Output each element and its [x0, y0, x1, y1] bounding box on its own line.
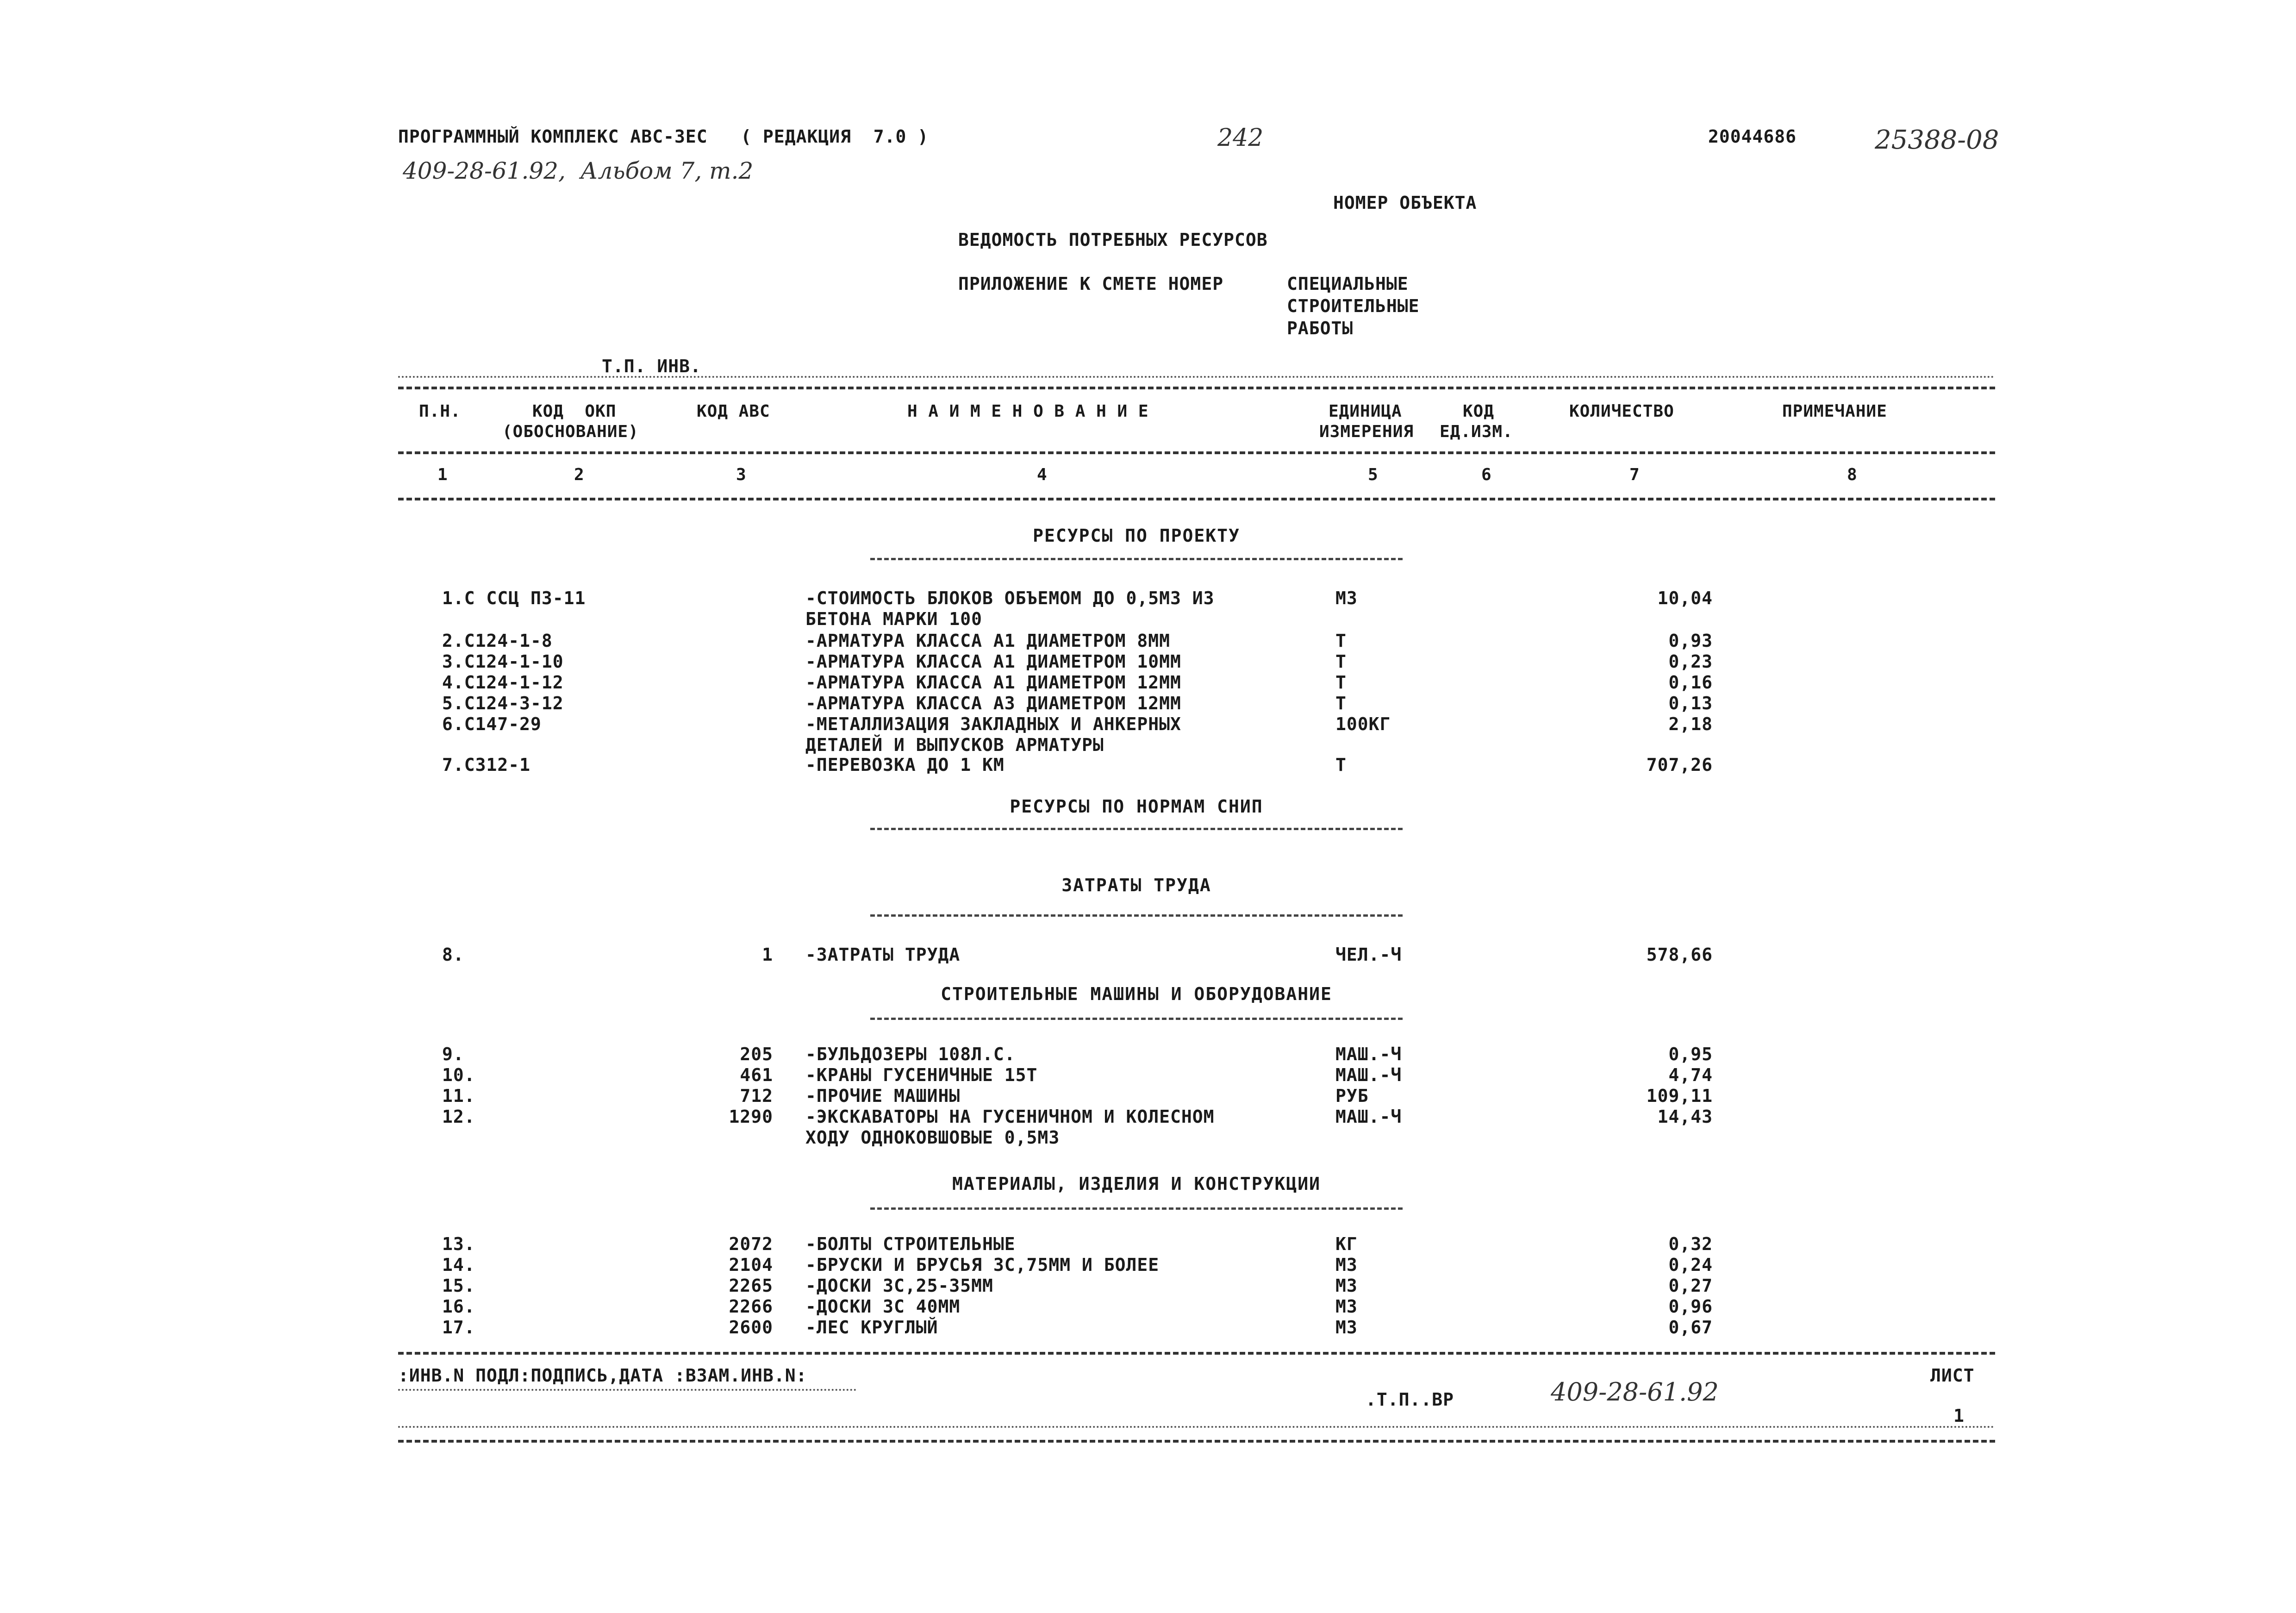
- row-number: 3.С124-1-10: [442, 651, 564, 672]
- document-title: ВЕДОМОСТЬ ПОТРЕБНЫХ РЕСУРСОВ: [958, 230, 1268, 250]
- section-project-rule: [870, 558, 1403, 560]
- table-row: [0, 1065, 2296, 1086]
- row-number: 15.: [442, 1275, 475, 1296]
- row-name-continued: ХОДУ ОДНОКОВШОВЫЕ 0,5МЗ: [805, 1127, 1060, 1148]
- table-row: [0, 1275, 2296, 1296]
- row-abc-code-text: 2265: [729, 1275, 773, 1296]
- colnum-2: 2: [574, 465, 585, 484]
- row-unit: Т: [1335, 631, 1347, 651]
- col-okp-2: (ОБОСНОВАНИЕ): [502, 422, 639, 441]
- work-type-1: СПЕЦИАЛЬНЫЕ: [1287, 274, 1409, 294]
- row-name: -ЭКСКАВАТОРЫ НА ГУСЕНИЧНОМ И КОЛЕСНОМ: [805, 1107, 1215, 1127]
- row-quantity-text: 14,43: [1657, 1107, 1713, 1127]
- row-number: 10.: [442, 1065, 475, 1085]
- row-name: -БУЛЬДОЗЕРЫ 108Л.С.: [805, 1044, 1016, 1064]
- row-unit: МЗ: [1335, 1275, 1358, 1296]
- row-unit: МАШ.-Ч: [1335, 1065, 1402, 1085]
- col-unit-2: ИЗМЕРЕНИЯ: [1319, 422, 1414, 441]
- table-row: [0, 755, 2296, 775]
- row-quantity-text: 0,67: [1668, 1317, 1713, 1338]
- row-abc-code-text: 712: [740, 1086, 773, 1106]
- section-norms: РЕСУРСЫ ПО НОРМАМ СНИП: [1010, 796, 1263, 817]
- footer-tp-label: .Т.П..ВР: [1366, 1389, 1454, 1410]
- row-quantity-text: 0,23: [1668, 651, 1713, 672]
- row-abc-code-text: 461: [740, 1065, 773, 1085]
- row-number: 8.: [442, 944, 464, 965]
- row-quantity-text: 0,24: [1668, 1255, 1713, 1275]
- col-qty: КОЛИЧЕСТВО: [1569, 402, 1674, 421]
- row-abc-code-text: 1: [762, 944, 773, 965]
- row-quantity-text: 0,32: [1668, 1234, 1713, 1254]
- row-name-continued: ДЕТАЛЕЙ И ВЫПУСКОВ АРМАТУРЫ: [805, 735, 1104, 755]
- row-unit: Т: [1335, 755, 1347, 775]
- row-quantity-text: 0,27: [1668, 1275, 1713, 1296]
- row-name: -АРМАТУРА КЛАССА А1 ДИАМЕТРОМ 8ММ: [805, 631, 1170, 651]
- row-quantity-text: 707,26: [1646, 755, 1713, 775]
- section-materials: МАТЕРИАЛЫ, ИЗДЕЛИЯ И КОНСТРУКЦИИ: [952, 1174, 1321, 1194]
- row-quantity-text: 578,66: [1646, 944, 1713, 965]
- row-name-continued: БЕТОНА МАРКИ 100: [805, 609, 983, 629]
- row-number: 1.С ССЦ ПЗ-11: [442, 588, 586, 608]
- row-quantity-text: 0,13: [1668, 693, 1713, 713]
- album-note: 409-28-61.92, Альбом 7, т.2: [403, 157, 754, 184]
- row-quantity-text: 2,18: [1668, 714, 1713, 734]
- colnum-5: 5: [1368, 465, 1379, 484]
- footer-signatures: :ИНВ.N ПОДЛ:ПОДПИСЬ,ДАТА :ВЗАМ.ИНВ.N:: [398, 1365, 807, 1386]
- row-number: 7.С312-1: [442, 755, 531, 775]
- row-name: -АРМАТУРА КЛАССА АЗ ДИАМЕТРОМ 12ММ: [805, 693, 1181, 713]
- row-number: 16.: [442, 1296, 475, 1317]
- col-note: ПРИМЕЧАНИЕ: [1782, 402, 1887, 421]
- row-number: 14.: [442, 1255, 475, 1275]
- row-unit: МАШ.-Ч: [1335, 1107, 1402, 1127]
- row-number: 17.: [442, 1317, 475, 1338]
- row-quantity-text: 0,95: [1668, 1044, 1713, 1064]
- row-number: 11.: [442, 1086, 475, 1106]
- row-unit: Т: [1335, 651, 1347, 672]
- row-unit: Т: [1335, 693, 1347, 713]
- row-quantity-text: 0,16: [1668, 672, 1713, 693]
- header-bottom-rule: [398, 498, 1995, 500]
- row-unit: МЗ: [1335, 1317, 1358, 1338]
- footer-sheet-number: 1: [1953, 1406, 1965, 1426]
- footer-tp-value: 409-28-61.92: [1551, 1377, 1719, 1407]
- section-project: РЕСУРСЫ ПО ПРОЕКТУ: [1033, 525, 1240, 546]
- colnum-1: 1: [437, 465, 448, 484]
- col-pn: П.Н.: [419, 402, 461, 421]
- tp-inv-label: Т.П. ИНВ.: [602, 356, 701, 376]
- footer-bottom-rule: [398, 1440, 1995, 1443]
- section-labor: ЗАТРАТЫ ТРУДА: [1061, 875, 1211, 895]
- table-row: [0, 1255, 2296, 1275]
- table-row: [0, 1044, 2296, 1065]
- section-machines: СТРОИТЕЛЬНЫЕ МАШИНЫ И ОБОРУДОВАНИЕ: [941, 984, 1332, 1004]
- table-row: [0, 588, 2296, 629]
- work-type-3: РАБОТЫ: [1287, 318, 1354, 338]
- row-number: 13.: [442, 1234, 475, 1254]
- row-name: -БРУСКИ И БРУСЬЯ ЗС,75ММ И БОЛЕЕ: [805, 1255, 1160, 1275]
- col-name: Н А И М Е Н О В А Н И Е: [907, 402, 1149, 421]
- row-unit: КГ: [1335, 1234, 1358, 1254]
- row-unit: МЗ: [1335, 1296, 1358, 1317]
- table-top-rule: [398, 387, 1995, 389]
- section-norms-rule: [870, 828, 1403, 830]
- appendix-label: ПРИЛОЖЕНИЕ К СМЕТЕ НОМЕР: [958, 274, 1224, 294]
- footer-sheet-label: ЛИСТ: [1930, 1365, 1975, 1386]
- row-unit: Т: [1335, 672, 1347, 693]
- table-row: [0, 944, 2296, 965]
- row-name: -ПРОЧИЕ МАШИНЫ: [805, 1086, 961, 1106]
- row-unit: МАШ.-Ч: [1335, 1044, 1402, 1064]
- row-abc-code-text: 1290: [729, 1107, 773, 1127]
- row-name: -СТОИМОСТЬ БЛОКОВ ОБЪЕМОМ ДО 0,5МЗ ИЗ: [805, 588, 1215, 608]
- row-name: -ЛЕС КРУГЛЫЙ: [805, 1317, 938, 1338]
- col-abc: КОД АВС: [697, 402, 770, 421]
- footer-top-rule: [398, 1352, 1995, 1355]
- table-row: [0, 1086, 2296, 1107]
- footer-dotted-rule: [398, 1426, 1995, 1428]
- row-name: -ПЕРЕВОЗКА ДО 1 КМ: [805, 755, 1004, 775]
- table-row: [0, 631, 2296, 651]
- colnum-6: 6: [1481, 465, 1492, 484]
- col-unit-1: ЕДИНИЦА: [1329, 402, 1402, 421]
- code-number: 20044686: [1708, 126, 1797, 147]
- table-row: [0, 1107, 2296, 1148]
- table-row: [0, 693, 2296, 714]
- row-name: -МЕТАЛЛИЗАЦИЯ ЗАКЛАДНЫХ И АНКЕРНЫХ: [805, 714, 1181, 734]
- row-number: 2.С124-1-8: [442, 631, 553, 651]
- table-row: [0, 1317, 2296, 1338]
- row-number: 9.: [442, 1044, 464, 1064]
- row-abc-code-text: 205: [740, 1044, 773, 1064]
- col-ucode-1: КОД: [1463, 402, 1495, 421]
- row-name: -ДОСКИ ЗС 40ММ: [805, 1296, 961, 1317]
- header-sep-rule: [398, 451, 1995, 454]
- row-quantity-text: 4,74: [1668, 1065, 1713, 1085]
- row-unit: ЧЕЛ.-Ч: [1335, 944, 1402, 965]
- row-name: -КРАНЫ ГУСЕНИЧНЫЕ 15Т: [805, 1065, 1038, 1085]
- row-abc-code-text: 2266: [729, 1296, 773, 1317]
- row-abc-code-text: 2072: [729, 1234, 773, 1254]
- row-quantity-text: 0,96: [1668, 1296, 1713, 1317]
- table-row: [0, 1296, 2296, 1317]
- table-row: [0, 1234, 2296, 1255]
- row-number: 12.: [442, 1107, 475, 1127]
- col-okp-1: КОД ОКП: [532, 402, 617, 421]
- row-name: -АРМАТУРА КЛАССА А1 ДИАМЕТРОМ 10ММ: [805, 651, 1181, 672]
- row-abc-code-text: 2104: [729, 1255, 773, 1275]
- work-type-2: СТРОИТЕЛЬНЫЕ: [1287, 296, 1420, 316]
- row-number: 4.С124-1-12: [442, 672, 564, 693]
- footer-sig-rule: [398, 1389, 856, 1391]
- row-name: -АРМАТУРА КЛАССА А1 ДИАМЕТРОМ 12ММ: [805, 672, 1181, 693]
- row-name: -ДОСКИ ЗС,25-35ММ: [805, 1275, 993, 1296]
- colnum-7: 7: [1629, 465, 1640, 484]
- row-unit: РУБ: [1335, 1086, 1369, 1106]
- row-name: -БОЛТЫ СТРОИТЕЛЬНЫЕ: [805, 1234, 1016, 1254]
- table-row: [0, 714, 2296, 755]
- object-label: НОМЕР ОБЪЕКТА: [1333, 193, 1477, 213]
- stamp-number: 25388-08: [1875, 125, 1999, 155]
- table-row: [0, 651, 2296, 672]
- row-unit: МЗ: [1335, 1255, 1358, 1275]
- row-number: 5.С124-3-12: [442, 693, 564, 713]
- program-title: ПРОГРАММНЫЙ КОМПЛЕКС АВС-ЗЕС ( РЕДАКЦИЯ 7.0 ): [398, 126, 929, 147]
- colnum-4: 4: [1037, 465, 1048, 484]
- colnum-8: 8: [1847, 465, 1858, 484]
- table-row: [0, 672, 2296, 693]
- col-ucode-2: ЕД.ИЗМ.: [1440, 422, 1513, 441]
- section-machines-rule: [870, 1018, 1403, 1020]
- row-quantity-text: 10,04: [1657, 588, 1713, 608]
- dotted-line: [398, 376, 1995, 378]
- row-name: -ЗАТРАТЫ ТРУДА: [805, 944, 961, 965]
- row-abc-code-text: 2600: [729, 1317, 773, 1338]
- row-unit: МЗ: [1335, 588, 1358, 608]
- section-materials-rule: [870, 1207, 1403, 1210]
- colnum-3: 3: [736, 465, 747, 484]
- section-labor-rule: [870, 914, 1403, 917]
- page-number: 242: [1217, 124, 1264, 152]
- row-quantity-text: 109,11: [1646, 1086, 1713, 1106]
- row-unit: 100КГ: [1335, 714, 1391, 734]
- row-quantity-text: 0,93: [1668, 631, 1713, 651]
- row-number: 6.С147-29: [442, 714, 542, 734]
